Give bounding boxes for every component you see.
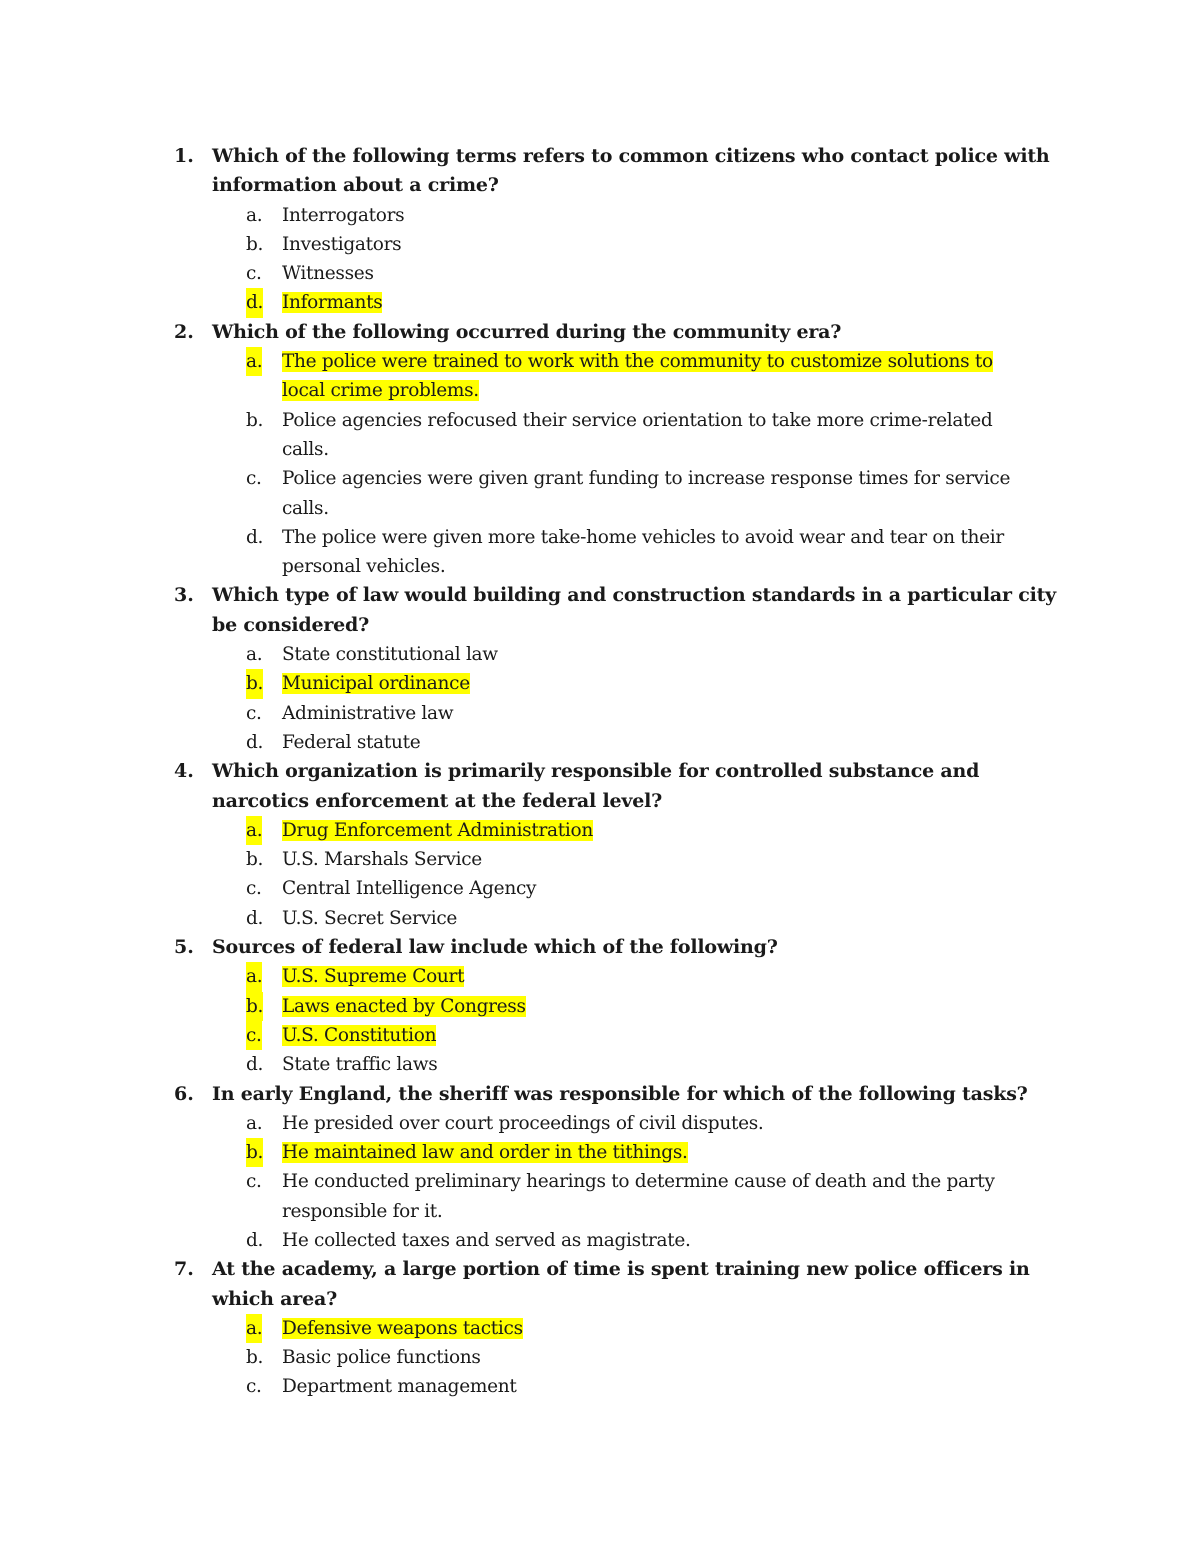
question-text: Which of the following occurred during the community era? xyxy=(212,320,842,343)
question-number: 2. xyxy=(174,320,194,343)
question-number: 7. xyxy=(174,1258,194,1281)
option-text: Laws enacted by Congress xyxy=(282,995,526,1017)
option-text: Department management xyxy=(282,1376,517,1398)
answer-option-highlighted xyxy=(212,1021,1022,1050)
answer-option xyxy=(212,874,1022,903)
option-letter: a. xyxy=(246,204,263,226)
option-text: Administrative law xyxy=(282,702,454,724)
answer-option-highlighted xyxy=(212,1314,1022,1343)
answer-options xyxy=(212,816,1074,933)
option-text: U.S. Marshals Service xyxy=(282,849,482,871)
answer-options xyxy=(212,640,1074,757)
option-letter: d. xyxy=(246,1229,264,1251)
option-text: Informants xyxy=(282,292,383,314)
question-text: In early England, the sheriff was responsible for which of the following tasks? xyxy=(212,1082,1028,1105)
option-letter: a. xyxy=(246,816,262,845)
answer-option xyxy=(212,406,1022,465)
option-letter: a. xyxy=(246,1314,262,1343)
option-text: Federal statute xyxy=(282,731,421,753)
answer-option-highlighted xyxy=(212,816,1022,845)
answer-option-highlighted xyxy=(212,288,1022,317)
question-number: 4. xyxy=(174,760,194,783)
answer-option-highlighted xyxy=(212,992,1022,1021)
option-letter: c. xyxy=(246,1171,262,1193)
option-letter: d. xyxy=(246,907,264,929)
answer-option xyxy=(212,523,1022,582)
answer-options xyxy=(212,347,1074,581)
option-letter: c. xyxy=(246,1021,262,1050)
option-letter: c. xyxy=(246,1376,262,1398)
option-letter: d. xyxy=(246,1054,264,1076)
answer-option-highlighted xyxy=(212,1138,1022,1167)
question-number: 3. xyxy=(174,584,194,607)
answer-option-highlighted xyxy=(212,669,1022,698)
option-letter: b. xyxy=(246,1138,263,1167)
option-text: Basic police functions xyxy=(282,1347,481,1369)
option-letter: c. xyxy=(246,878,262,900)
option-text: Municipal ordinance xyxy=(282,673,470,695)
option-text: He conducted preliminary hearings to determine cause of death and the party responsible for it. xyxy=(282,1171,995,1222)
answer-option xyxy=(212,699,1022,728)
question-number: 1. xyxy=(174,145,194,167)
question-item xyxy=(174,1080,1074,1256)
answer-option xyxy=(212,201,1022,230)
option-letter: d. xyxy=(246,526,264,548)
answer-option xyxy=(212,230,1022,259)
answer-options xyxy=(212,962,1074,1079)
option-text: He maintained law and order in the tithings. xyxy=(282,1142,688,1164)
option-letter: a. xyxy=(246,347,262,376)
answer-option-highlighted xyxy=(212,962,1022,991)
question-text: Which organization is primarily responsible for controlled substance and narcotics enforcement at the federal level? xyxy=(212,760,980,812)
answer-options xyxy=(212,1314,1074,1402)
option-text: He collected taxes and served as magistrate. xyxy=(282,1229,691,1251)
option-letter: a. xyxy=(246,962,262,991)
answer-options xyxy=(212,1109,1074,1255)
option-text: Central Intelligence Agency xyxy=(282,878,537,900)
option-letter: d. xyxy=(246,288,263,317)
option-text: U.S. Supreme Court xyxy=(282,966,465,988)
question-text: Which type of law would building and construction standards in a particular city be considered? xyxy=(212,584,1057,636)
option-text: State constitutional law xyxy=(282,644,498,666)
option-text: Police agencies were given grant funding to increase response times for service calls. xyxy=(282,468,1011,519)
answer-option xyxy=(212,845,1022,874)
answer-option xyxy=(212,259,1022,288)
answer-option xyxy=(212,1372,1022,1401)
option-letter: c. xyxy=(246,263,262,285)
question-text: Sources of federal law include which of the following? xyxy=(212,936,778,959)
answer-option xyxy=(212,640,1022,669)
option-text: State traffic laws xyxy=(282,1054,438,1076)
option-text: The police were given more take-home vehicles to avoid wear and tear on their personal vehicles. xyxy=(282,526,1004,578)
answer-option xyxy=(212,728,1022,757)
option-text: Defensive weapons tactics xyxy=(282,1317,523,1339)
option-letter: c. xyxy=(246,702,262,724)
option-letter: b. xyxy=(246,409,264,431)
answer-option xyxy=(212,1050,1022,1079)
question-item xyxy=(174,1255,1074,1401)
question-list xyxy=(174,142,1074,1402)
option-text: U.S. Constitution xyxy=(282,1024,437,1046)
question-item xyxy=(174,757,1074,933)
option-text: Witnesses xyxy=(282,263,374,285)
option-letter: b. xyxy=(246,669,263,698)
answer-option xyxy=(212,1109,1022,1138)
option-letter: c. xyxy=(246,468,262,490)
question-item xyxy=(174,318,1074,582)
option-letter: b. xyxy=(246,849,264,871)
answer-option-highlighted xyxy=(212,347,1022,406)
answer-option xyxy=(212,464,1022,523)
option-text: Interrogators xyxy=(282,204,405,226)
option-letter: b. xyxy=(246,233,264,255)
question-item xyxy=(174,142,1074,318)
answer-option xyxy=(212,904,1022,933)
question-item xyxy=(174,581,1074,757)
option-letter: a. xyxy=(246,1112,263,1134)
question-text: At the academy, a large portion of time is spent training new police officers in which area? xyxy=(212,1258,1030,1310)
option-text: He presided over court proceedings of civil disputes. xyxy=(282,1112,764,1134)
answer-option xyxy=(212,1167,1022,1226)
question-number: 5. xyxy=(174,936,194,959)
option-letter: b. xyxy=(246,992,263,1021)
option-letter: d. xyxy=(246,731,264,753)
option-letter: b. xyxy=(246,1347,264,1369)
question-item xyxy=(174,933,1074,1079)
option-letter: a. xyxy=(246,644,263,666)
answer-option xyxy=(212,1226,1022,1255)
option-text: The police were trained to work with the community to customize solutions to local crime problems. xyxy=(282,351,993,402)
question-text: Which of the following terms refers to common citizens who contact police with information about a crime? xyxy=(212,145,1050,197)
question-number: 6. xyxy=(174,1082,194,1105)
answer-option xyxy=(212,1343,1022,1372)
option-text: Drug Enforcement Administration xyxy=(282,819,593,841)
option-text: Police agencies refocused their service orientation to take more crime-related calls. xyxy=(282,409,993,460)
option-text: Investigators xyxy=(282,233,402,255)
option-text: U.S. Secret Service xyxy=(282,907,458,929)
answer-options xyxy=(212,201,1074,318)
